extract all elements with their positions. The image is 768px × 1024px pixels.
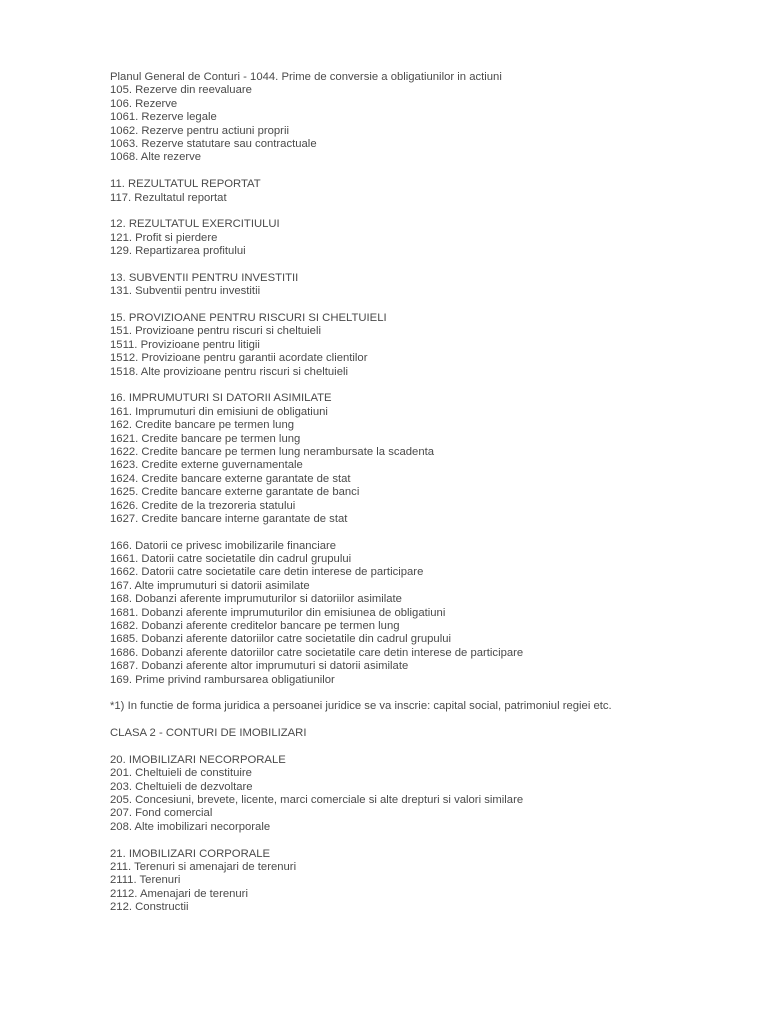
text-line: 121. Profit si pierdere (110, 231, 218, 244)
text-line: 105. Rezerve din reevaluare (110, 84, 252, 97)
text-line: 1624. Credite bancare externe garantate de stat (110, 472, 351, 485)
text-line: 106. Rezerve (110, 97, 178, 110)
text-line: 1621. Credite bancare pe termen lung (110, 432, 301, 445)
text-line: 21. IMOBILIZARI CORPORALE (110, 847, 271, 860)
text-line: 201. Cheltuieli de constituire (110, 767, 252, 780)
text-line: 1063. Rezerve statutare sau contractuale (110, 137, 317, 150)
text-line: 1625. Credite bancare externe garantate de banci (110, 486, 360, 499)
text-line: 1622. Credite bancare pe termen lung nerambursate la scadenta (110, 445, 435, 458)
text-line: 169. Prime privind rambursarea obligatiunilor (110, 673, 335, 686)
blank-line (110, 687, 750, 700)
text-line: *1) In functie de forma juridica a persoanei juridice se va inscrie: capital social, patrimoniul regiei etc. (110, 700, 612, 713)
text-line: 131. Subventii pentru investitii (110, 285, 261, 298)
text-line: 1626. Credite de la trezoreria statului (110, 499, 296, 512)
text-line: 1682. Dobanzi aferente creditelor bancare pe termen lung (110, 620, 400, 633)
text-line: 1062. Rezerve pentru actiuni proprii (110, 124, 289, 137)
blank-line (110, 741, 750, 754)
text-line: 2111. Terenuri (110, 874, 181, 887)
text-line: 1512. Provizioane pentru garantii acordate clientilor (110, 352, 368, 365)
text-line: 1511. Provizioane pentru litigii (110, 338, 260, 351)
text-line: 1627. Credite bancare interne garantate de stat (110, 512, 348, 525)
text-line: 20. IMOBILIZARI NECORPORALE (110, 753, 286, 766)
text-line: 1661. Datorii catre societatile din cadrul grupului (110, 553, 352, 566)
text-line: 15. PROVIZIOANE PENTRU RISCURI SI CHELTUIELI (110, 312, 387, 325)
blank-line (110, 299, 750, 312)
document-body (110, 71, 750, 915)
blank-line (110, 205, 750, 218)
text-line: 211. Terenuri si amenajari de terenuri (110, 861, 297, 874)
text-line: 203. Cheltuieli de dezvoltare (110, 780, 253, 793)
blank-line (110, 379, 750, 392)
blank-line (110, 714, 750, 727)
text-line: 167. Alte imprumuturi si datorii asimilate (110, 579, 310, 592)
text-line: 205. Concesiuni, brevete, licente, marci comerciale si alte drepturi si valori similare (110, 794, 524, 807)
text-line: 1623. Credite externe guvernamentale (110, 459, 303, 472)
text-line: 13. SUBVENTII PENTRU INVESTITII (110, 271, 299, 284)
text-line: 11. REZULTATUL REPORTAT (110, 178, 261, 191)
text-line: 151. Provizioane pentru riscuri si cheltuieli (110, 325, 321, 338)
blank-line (110, 165, 750, 178)
text-line: 1068. Alte rezerve (110, 151, 202, 164)
text-line: 1687. Dobanzi aferente altor imprumuturi si datorii asimilate (110, 660, 409, 673)
blank-line (110, 258, 750, 271)
text-line: 212. Constructii (110, 901, 189, 914)
text-line: 1685. Dobanzi aferente datoriilor catre societatile din cadrul grupului (110, 633, 451, 646)
text-line: 1681. Dobanzi aferente imprumuturilor din emisiunea de obligatiuni (110, 606, 446, 619)
text-line: 12. REZULTATUL EXERCITIULUI (110, 218, 280, 231)
text-line: 1061. Rezerve legale (110, 111, 217, 124)
text-line: 166. Datorii ce privesc imobilizarile financiare (110, 539, 337, 552)
text-line: 1518. Alte provizioane pentru riscuri si cheltuieli (110, 365, 348, 378)
text-line: CLASA 2 - CONTURI DE IMOBILIZARI (110, 727, 307, 740)
text-line: 16. IMPRUMUTURI SI DATORII ASIMILATE (110, 392, 332, 405)
text-line: 2112. Amenajari de terenuri (110, 887, 248, 900)
text-line: 207. Fond comercial (110, 807, 213, 820)
blank-line (110, 526, 750, 539)
text-line: 168. Dobanzi aferente imprumuturilor si datoriilor asimilate (110, 593, 402, 606)
text-line: 117. Rezultatul reportat (110, 191, 227, 204)
text-line: 1686. Dobanzi aferente datoriilor catre societatile care detin interese de participare (110, 646, 524, 659)
text-line: 129. Repartizarea profitului (110, 245, 246, 258)
text-line: 208. Alte imobilizari necorporale (110, 820, 271, 833)
text-line: 161. Imprumuturi din emisiuni de obligatiuni (110, 405, 328, 418)
blank-line (110, 834, 750, 847)
text-line: 1662. Datorii catre societatile care detin interese de participare (110, 566, 424, 579)
text-line: Planul General de Conturi - 1044. Prime de conversie a obligatiunilor in actiuni (110, 71, 502, 83)
text-line: 162. Credite bancare pe termen lung (110, 419, 295, 432)
